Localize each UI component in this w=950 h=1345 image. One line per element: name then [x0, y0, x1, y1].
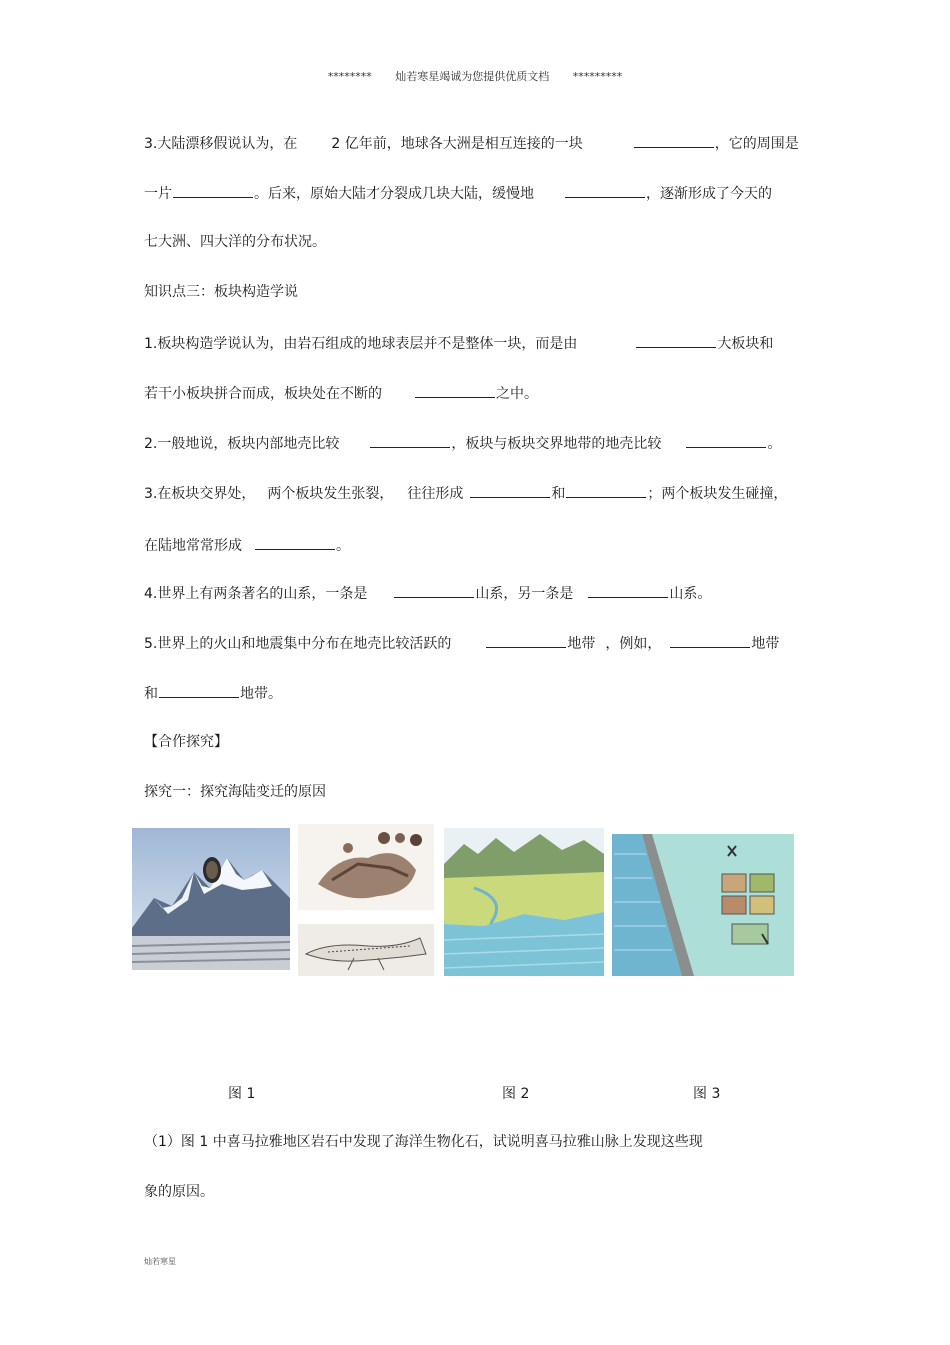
blank [588, 583, 668, 598]
blank [634, 133, 714, 148]
inquiry-heading: 探究一：探究海陆变迁的原因 [144, 784, 326, 800]
text-line-10: 4.世界上有两条著名的山系，一条是 山系，另一条是 山系。 [144, 583, 711, 603]
marine-reptile-skeleton-image [298, 924, 434, 976]
figure-2-caption: 图 2 [502, 1086, 530, 1102]
blank [486, 633, 566, 648]
blank [370, 433, 450, 448]
question-1-text: （1）图 1 中喜马拉雅地区岩石中发现了海洋生物化石，试说明喜马拉雅山脉上发现这些现 [144, 1134, 703, 1150]
blank [670, 633, 750, 648]
coast-landscape-image [444, 828, 604, 976]
land-reclamation-image [612, 834, 794, 976]
blank [173, 183, 253, 198]
blank [566, 483, 646, 498]
text-line-2: 一片 。后来，原始大陆才分裂成几块大陆，缓慢地 ，逐渐形成了今天的 [144, 183, 772, 203]
blank [636, 333, 716, 348]
figure-3-caption: 图 3 [693, 1086, 721, 1102]
himalaya-mountain-image [132, 828, 290, 970]
text-line-1: 3.大陆漂移假说认为，在 2 亿年前，地球各大洲是相互连接的一块 ，它的周围是 [144, 133, 799, 153]
header-stars-left: ******** [327, 70, 372, 83]
text-line-3: 七大洲、四大洋的分布状况。 [144, 234, 326, 250]
blank [159, 683, 239, 698]
blank [470, 483, 550, 498]
text-line-8: 3.在板块交界处， 两个板块发生张裂， 往往形成 和 ；两个板块发生碰撞， [144, 483, 787, 503]
text-line-12: 和 地带。 [144, 683, 282, 703]
blank [415, 383, 495, 398]
page-header [0, 68, 950, 84]
text-line-5: 1.板块构造学说认为，由岩石组成的地球表层并不是整体一块，而是由 大板块和 [144, 333, 773, 353]
text-line-6: 若干小板块拼合而成，板块处在不断的 之中。 [144, 383, 538, 403]
blank [255, 535, 335, 550]
blank [565, 183, 645, 198]
text-line-11: 5.世界上的火山和地震集中分布在地壳比较活跃的 地带 ，例如， 地带 [144, 633, 779, 653]
section-heading: 知识点三：板块构造学说 [144, 284, 298, 300]
header-text: 灿若寒星竭诚为您提供优质文档 [395, 70, 550, 83]
page-footer: 灿若寒星 [144, 1257, 176, 1266]
blank [686, 433, 766, 448]
question-1-text-cont: 象的原因。 [144, 1184, 214, 1200]
figure-1-caption: 图 1 [228, 1086, 256, 1102]
blank [394, 583, 474, 598]
text-line-7: 2.一般地说，板块内部地壳比较 ，板块与板块交界地带的地壳比较 。 [144, 433, 781, 453]
fossil-rock-image [298, 824, 434, 910]
section-heading-cooperation: 【合作探究】 [144, 734, 228, 750]
text-line-9: 在陆地常常形成 。 [144, 535, 350, 555]
header-stars-right: ********* [572, 70, 623, 83]
